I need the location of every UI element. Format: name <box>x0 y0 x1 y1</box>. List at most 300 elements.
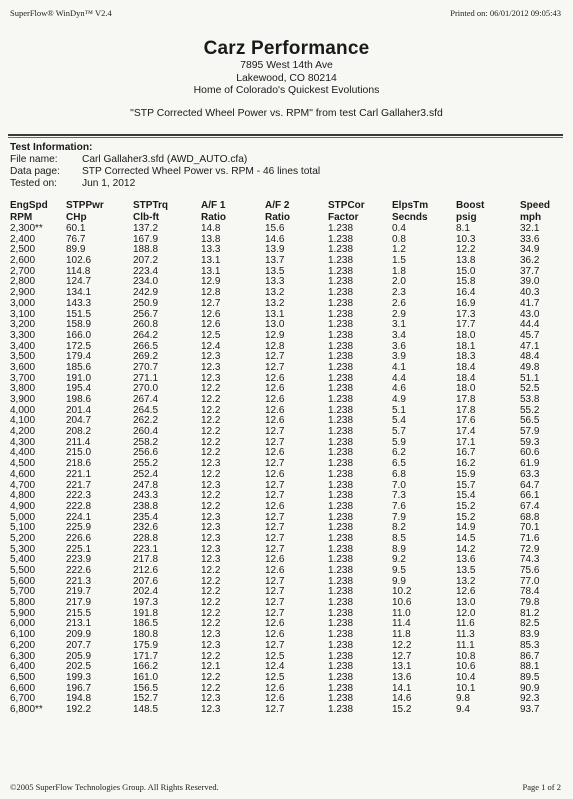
table-cell: 13.1 <box>201 265 221 277</box>
table-cell: 12.7 <box>265 511 285 523</box>
table-cell: 262.2 <box>133 415 159 427</box>
table-cell: 12.5 <box>265 650 285 662</box>
table-cell: 12.3 <box>201 543 221 555</box>
table-cell: 6,700 <box>10 693 36 705</box>
table-cell: 1.238 <box>328 532 354 544</box>
table-cell: 12.7 <box>265 351 285 363</box>
table-cell: 41.7 <box>520 297 540 309</box>
col-header: Speed <box>520 200 551 211</box>
table-cell: 12.2 <box>201 436 221 448</box>
table-cell: 223.4 <box>133 265 159 277</box>
table-cell: 202.5 <box>66 661 92 673</box>
table-cell: 15.6 <box>265 223 285 234</box>
table-row <box>10 267 560 278</box>
table-cell: 12.7 <box>265 436 285 448</box>
table-cell: 15.7 <box>456 479 476 491</box>
table-cell: 12.2 <box>201 404 221 416</box>
divider <box>8 134 563 136</box>
table-cell: 6,100 <box>10 629 36 641</box>
table-cell: 12.7 <box>392 650 412 662</box>
table-cell: 8.1 <box>456 223 470 234</box>
table-cell: 1.238 <box>328 468 354 480</box>
table-row <box>10 277 560 288</box>
table-cell: 180.8 <box>133 629 159 641</box>
table-cell: 2,600 <box>10 255 36 267</box>
table-cell: 205.9 <box>66 650 92 662</box>
table-cell: 12.7 <box>265 479 285 491</box>
table-cell: 161.0 <box>133 671 159 683</box>
table-cell: 15.2 <box>456 500 476 512</box>
col-unit: CHp <box>66 211 87 223</box>
table-cell: 12.1 <box>201 661 221 673</box>
header-row-names <box>10 200 560 212</box>
table-cell: 14.5 <box>456 532 476 544</box>
table-cell: 5.1 <box>392 404 406 416</box>
table-row <box>10 395 560 406</box>
table-cell: 179.4 <box>66 351 92 363</box>
table-cell: 1.5 <box>392 255 406 267</box>
table-row <box>10 245 560 256</box>
table-cell: 1.238 <box>328 597 354 609</box>
table-cell: 12.3 <box>201 458 221 470</box>
print-header <box>8 8 565 20</box>
table-cell: 4,700 <box>10 479 36 491</box>
table-cell: 59.3 <box>520 436 540 448</box>
table-cell: 3,000 <box>10 297 36 309</box>
table-cell: 12.6 <box>265 500 285 512</box>
table-cell: 16.2 <box>456 458 476 470</box>
table-cell: 12.2 <box>201 447 221 459</box>
table-cell: 90.9 <box>520 682 540 694</box>
table-cell: 1.238 <box>328 682 354 694</box>
table-row <box>10 705 560 716</box>
table-cell: 4,200 <box>10 426 36 438</box>
table-cell: 12.6 <box>201 319 221 331</box>
table-cell: 1.238 <box>328 671 354 683</box>
table-cell: 12.2 <box>201 597 221 609</box>
table-cell: 12.6 <box>265 618 285 630</box>
table-cell: 172.5 <box>66 340 92 352</box>
table-cell: 12.0 <box>456 607 476 619</box>
table-cell: 208.2 <box>66 426 92 438</box>
table-cell: 224.1 <box>66 511 92 523</box>
table-cell: 40.3 <box>520 287 540 299</box>
table-cell: 12.7 <box>265 575 285 587</box>
table-cell: 3,600 <box>10 361 36 373</box>
col-unit: psig <box>456 211 477 223</box>
table-cell: 76.7 <box>66 233 86 245</box>
table-cell: 2,500 <box>10 244 36 256</box>
table-cell: 12.7 <box>265 543 285 555</box>
col-unit: RPM <box>10 211 33 223</box>
table-cell: 2.3 <box>392 287 406 299</box>
tested-on-label: Tested on: <box>10 178 58 189</box>
table-cell: 13.0 <box>265 319 285 331</box>
table-cell: 215.0 <box>66 447 92 459</box>
col-unit: mph <box>520 211 542 223</box>
table-cell: 93.7 <box>520 703 540 715</box>
table-cell: 6,800** <box>10 703 43 715</box>
table-cell: 68.8 <box>520 511 540 523</box>
table-cell: 1.238 <box>328 629 354 641</box>
table-cell: 217.8 <box>133 554 159 566</box>
table-cell: 175.9 <box>133 639 159 651</box>
table-row <box>10 534 560 545</box>
table-cell: 124.7 <box>66 276 92 288</box>
table-cell: 238.8 <box>133 500 159 512</box>
table-cell: 17.8 <box>456 394 476 405</box>
table-cell: 8.2 <box>392 522 406 534</box>
table-cell: 10.2 <box>392 586 412 598</box>
tested-on-row <box>10 178 320 190</box>
table-cell: 11.3 <box>456 629 475 641</box>
table-cell: 192.2 <box>66 703 92 715</box>
table-cell: 5.7 <box>392 426 406 438</box>
data-page-row <box>10 166 320 178</box>
table-cell: 71.6 <box>520 532 540 544</box>
table-cell: 12.3 <box>201 361 221 373</box>
table-cell: 12.6 <box>265 394 285 405</box>
table-cell: 1.238 <box>328 319 354 331</box>
table-cell: 5,600 <box>10 575 36 587</box>
table-cell: 17.6 <box>456 415 476 427</box>
table-row <box>10 470 560 481</box>
table-cell: 6.2 <box>392 447 406 459</box>
table-cell: 12.7 <box>265 426 285 438</box>
table-cell: 234.0 <box>133 276 159 288</box>
table-cell: 53.8 <box>520 394 540 405</box>
table-cell: 1.238 <box>328 297 354 309</box>
table-cell: 12.7 <box>265 458 285 470</box>
table-cell: 9.2 <box>392 554 406 566</box>
table-cell: 152.7 <box>133 693 159 705</box>
table-cell: 12.6 <box>265 554 285 566</box>
table-cell: 3,900 <box>10 394 36 405</box>
table-cell: 2.9 <box>392 308 406 320</box>
report-title: "STP Corrected Wheel Power vs. RPM" from test Carl Gallaher3.sfd <box>130 108 443 119</box>
table-cell: 16.4 <box>456 287 476 299</box>
table-cell: 12.2 <box>201 415 221 427</box>
table-cell: 213.1 <box>66 618 92 630</box>
table-cell: 16.7 <box>456 447 476 459</box>
table-cell: 17.1 <box>456 436 476 448</box>
table-cell: 13.3 <box>265 276 285 288</box>
table-cell: 12.2 <box>201 565 221 576</box>
tested-on-value: Jun 1, 2012 <box>82 178 136 189</box>
table-cell: 5,100 <box>10 522 36 534</box>
table-cell: 1.238 <box>328 276 354 288</box>
table-cell: 12.2 <box>201 650 221 662</box>
table-cell: 39.0 <box>520 276 540 288</box>
table-cell: 77.0 <box>520 575 540 587</box>
table-cell: 12.7 <box>265 532 285 544</box>
table-cell: 1.238 <box>328 500 354 512</box>
table-cell: 5,800 <box>10 597 36 609</box>
table-row <box>10 566 560 577</box>
table-cell: 2,800 <box>10 276 36 288</box>
table-cell: 1.238 <box>328 394 354 405</box>
table-cell: 6,500 <box>10 671 36 683</box>
table-cell: 166.2 <box>133 661 159 673</box>
table-cell: 3.6 <box>392 340 406 352</box>
table-cell: 12.2 <box>201 671 221 683</box>
table-cell: 3.4 <box>392 329 406 341</box>
table-cell: 226.6 <box>66 532 92 544</box>
table-cell: 12.6 <box>265 693 285 705</box>
table-cell: 270.0 <box>133 383 159 395</box>
table-cell: 1.238 <box>328 287 354 299</box>
table-cell: 222.8 <box>66 500 92 512</box>
table-cell: 235.4 <box>133 511 159 523</box>
table-cell: 188.8 <box>133 244 159 256</box>
table-cell: 158.9 <box>66 319 92 331</box>
page-footer <box>8 782 565 794</box>
col-unit: Secnds <box>392 211 428 223</box>
table-row <box>10 619 560 630</box>
table-cell: 13.2 <box>456 575 476 587</box>
table-row <box>10 342 560 353</box>
table-cell: 1.238 <box>328 511 354 523</box>
table-cell: 13.0 <box>456 597 476 609</box>
table-cell: 37.7 <box>520 265 540 277</box>
table-cell: 56.5 <box>520 415 540 427</box>
table-cell: 201.4 <box>66 404 92 416</box>
table-cell: 12.3 <box>201 554 221 566</box>
table-cell: 218.6 <box>66 458 92 470</box>
table-cell: 4,800 <box>10 490 36 502</box>
table-cell: 10.1 <box>456 682 476 694</box>
table-cell: 10.3 <box>456 233 476 245</box>
table-cell: 12.6 <box>456 586 476 598</box>
table-cell: 6.8 <box>392 468 406 480</box>
table-cell: 12.2 <box>201 500 221 512</box>
table-cell: 1.238 <box>328 554 354 566</box>
table-cell: 70.1 <box>520 522 540 534</box>
table-cell: 12.8 <box>201 287 221 299</box>
table-row <box>10 299 560 310</box>
table-cell: 12.2 <box>201 394 221 405</box>
header-row-units <box>10 212 560 225</box>
table-cell: 12.9 <box>201 276 221 288</box>
table-body <box>10 224 560 716</box>
table-cell: 0.4 <box>392 223 406 234</box>
table-cell: 250.9 <box>133 297 159 309</box>
table-cell: 14.8 <box>201 223 221 234</box>
table-cell: 12.6 <box>265 447 285 459</box>
table-cell: 92.3 <box>520 693 540 705</box>
table-cell: 43.0 <box>520 308 540 320</box>
table-cell: 222.3 <box>66 490 92 502</box>
table-cell: 85.3 <box>520 639 540 651</box>
table-cell: 143.3 <box>66 297 92 309</box>
table-cell: 18.0 <box>456 383 476 395</box>
table-cell: 66.1 <box>520 490 540 502</box>
table-cell: 12.6 <box>265 565 285 576</box>
table-cell: 12.7 <box>265 490 285 502</box>
table-cell: 3,200 <box>10 319 36 331</box>
table-cell: 14.6 <box>392 693 412 705</box>
table-row <box>10 513 560 524</box>
table-cell: 12.3 <box>201 639 221 651</box>
table-cell: 7.3 <box>392 490 406 502</box>
table-cell: 12.2 <box>201 607 221 619</box>
table-cell: 9.4 <box>456 703 470 715</box>
table-cell: 195.4 <box>66 383 92 395</box>
table-cell: 14.9 <box>456 522 476 534</box>
table-cell: 256.7 <box>133 308 159 320</box>
table-cell: 271.1 <box>133 372 159 384</box>
table-cell: 15.9 <box>456 468 476 480</box>
table-cell: 51.1 <box>520 372 540 384</box>
table-cell: 3,100 <box>10 308 36 320</box>
table-cell: 12.7 <box>265 639 285 651</box>
col-header: ElpsTm <box>392 200 429 211</box>
table-row <box>10 577 560 588</box>
table-cell: 156.5 <box>133 682 159 694</box>
table-cell: 1.238 <box>328 479 354 491</box>
table-row <box>10 694 560 705</box>
table-cell: 225.1 <box>66 543 92 555</box>
test-information <box>10 142 320 190</box>
table-cell: 1.238 <box>328 490 354 502</box>
table-cell: 269.2 <box>133 351 159 363</box>
table-cell: 79.8 <box>520 597 540 609</box>
table-row <box>10 641 560 652</box>
table-cell: 3,300 <box>10 329 36 341</box>
page-number: Page 1 of 2 <box>522 782 561 792</box>
table-cell: 52.5 <box>520 383 540 395</box>
col-unit: Ratio <box>265 211 290 223</box>
table-cell: 18.3 <box>456 351 476 363</box>
table-cell: 1.238 <box>328 255 354 267</box>
table-cell: 4,900 <box>10 500 36 512</box>
table-cell: 7.9 <box>392 511 406 523</box>
table-cell: 34.9 <box>520 244 540 256</box>
table-row <box>10 352 560 363</box>
table-cell: 0.8 <box>392 233 406 245</box>
table-cell: 1.238 <box>328 436 354 448</box>
table-cell: 17.3 <box>456 308 476 320</box>
table-row <box>10 630 560 641</box>
company-address-line2: Lakewood, CO 80214 <box>236 72 337 84</box>
table-row <box>10 331 560 342</box>
table-row <box>10 609 560 620</box>
table-row <box>10 684 560 695</box>
table-cell: 207.6 <box>133 575 159 587</box>
table-cell: 49.8 <box>520 361 540 373</box>
table-cell: 64.7 <box>520 479 540 491</box>
table-cell: 7.0 <box>392 479 406 491</box>
table-row <box>10 288 560 299</box>
printed-on: Printed on: 06/01/2012 09:05:43 <box>450 8 561 18</box>
table-cell: 74.3 <box>520 554 540 566</box>
table-cell: 1.238 <box>328 265 354 277</box>
table-cell: 11.0 <box>392 607 411 619</box>
table-row <box>10 523 560 534</box>
table-cell: 12.3 <box>201 703 221 715</box>
table-cell: 15.2 <box>392 703 412 715</box>
table-cell: 171.7 <box>133 650 159 662</box>
table-row <box>10 448 560 459</box>
table-cell: 223.9 <box>66 554 92 566</box>
table-cell: 219.7 <box>66 586 92 598</box>
table-cell: 4.1 <box>392 361 406 373</box>
table-cell: 13.1 <box>392 661 412 673</box>
table-row <box>10 545 560 556</box>
table-cell: 4,000 <box>10 404 36 416</box>
table-cell: 4,100 <box>10 415 36 427</box>
table-cell: 60.6 <box>520 447 540 459</box>
table-row <box>10 491 560 502</box>
table-row <box>10 224 560 235</box>
table-cell: 12.3 <box>201 532 221 544</box>
table-cell: 12.3 <box>201 479 221 491</box>
table-cell: 55.2 <box>520 404 540 416</box>
table-cell: 12.6 <box>265 415 285 427</box>
col-header: A/F 1 <box>201 200 226 211</box>
table-cell: 264.5 <box>133 404 159 416</box>
table-cell: 2.6 <box>392 297 406 309</box>
table-row <box>10 320 560 331</box>
table-cell: 17.4 <box>456 426 476 438</box>
table-cell: 1.238 <box>328 639 354 651</box>
table-cell: 11.1 <box>456 639 475 651</box>
company-header <box>0 38 573 98</box>
table-cell: 6,400 <box>10 661 36 673</box>
table-cell: 12.7 <box>265 597 285 609</box>
file-name-label: File name: <box>10 154 58 165</box>
table-cell: 256.6 <box>133 447 159 459</box>
table-cell: 7.6 <box>392 500 406 512</box>
table-cell: 12.7 <box>265 522 285 534</box>
table-cell: 114.8 <box>66 265 91 277</box>
table-cell: 10.6 <box>392 597 412 609</box>
table-cell: 5,000 <box>10 511 36 523</box>
table-cell: 13.5 <box>456 565 476 576</box>
table-cell: 13.8 <box>201 233 221 245</box>
table-cell: 13.6 <box>456 554 476 566</box>
table-cell: 5.9 <box>392 436 406 448</box>
table-cell: 12.6 <box>265 383 285 395</box>
table-row <box>10 555 560 566</box>
table-cell: 1.238 <box>328 703 354 715</box>
table-row <box>10 256 560 267</box>
table-cell: 270.7 <box>133 361 159 373</box>
table-cell: 2,300** <box>10 223 43 234</box>
table-cell: 4,400 <box>10 447 36 459</box>
table-cell: 5,900 <box>10 607 36 619</box>
table-cell: 185.6 <box>66 361 92 373</box>
table-cell: 1.238 <box>328 607 354 619</box>
table-row <box>10 652 560 663</box>
table-cell: 209.9 <box>66 629 92 641</box>
table-cell: 215.5 <box>66 607 92 619</box>
table-cell: 202.4 <box>133 586 159 598</box>
table-cell: 204.7 <box>66 415 92 427</box>
table-cell: 12.4 <box>201 340 221 352</box>
table-cell: 12.2 <box>201 586 221 598</box>
table-cell: 223.1 <box>133 543 159 555</box>
table-cell: 212.6 <box>133 565 159 576</box>
table-cell: 137.2 <box>133 223 159 234</box>
table-cell: 5,400 <box>10 554 36 566</box>
table-cell: 48.4 <box>520 351 540 363</box>
table-cell: 33.6 <box>520 233 540 245</box>
table-cell: 3,400 <box>10 340 36 352</box>
divider <box>8 137 563 138</box>
table-cell: 13.9 <box>265 244 285 256</box>
table-cell: 5,300 <box>10 543 36 555</box>
